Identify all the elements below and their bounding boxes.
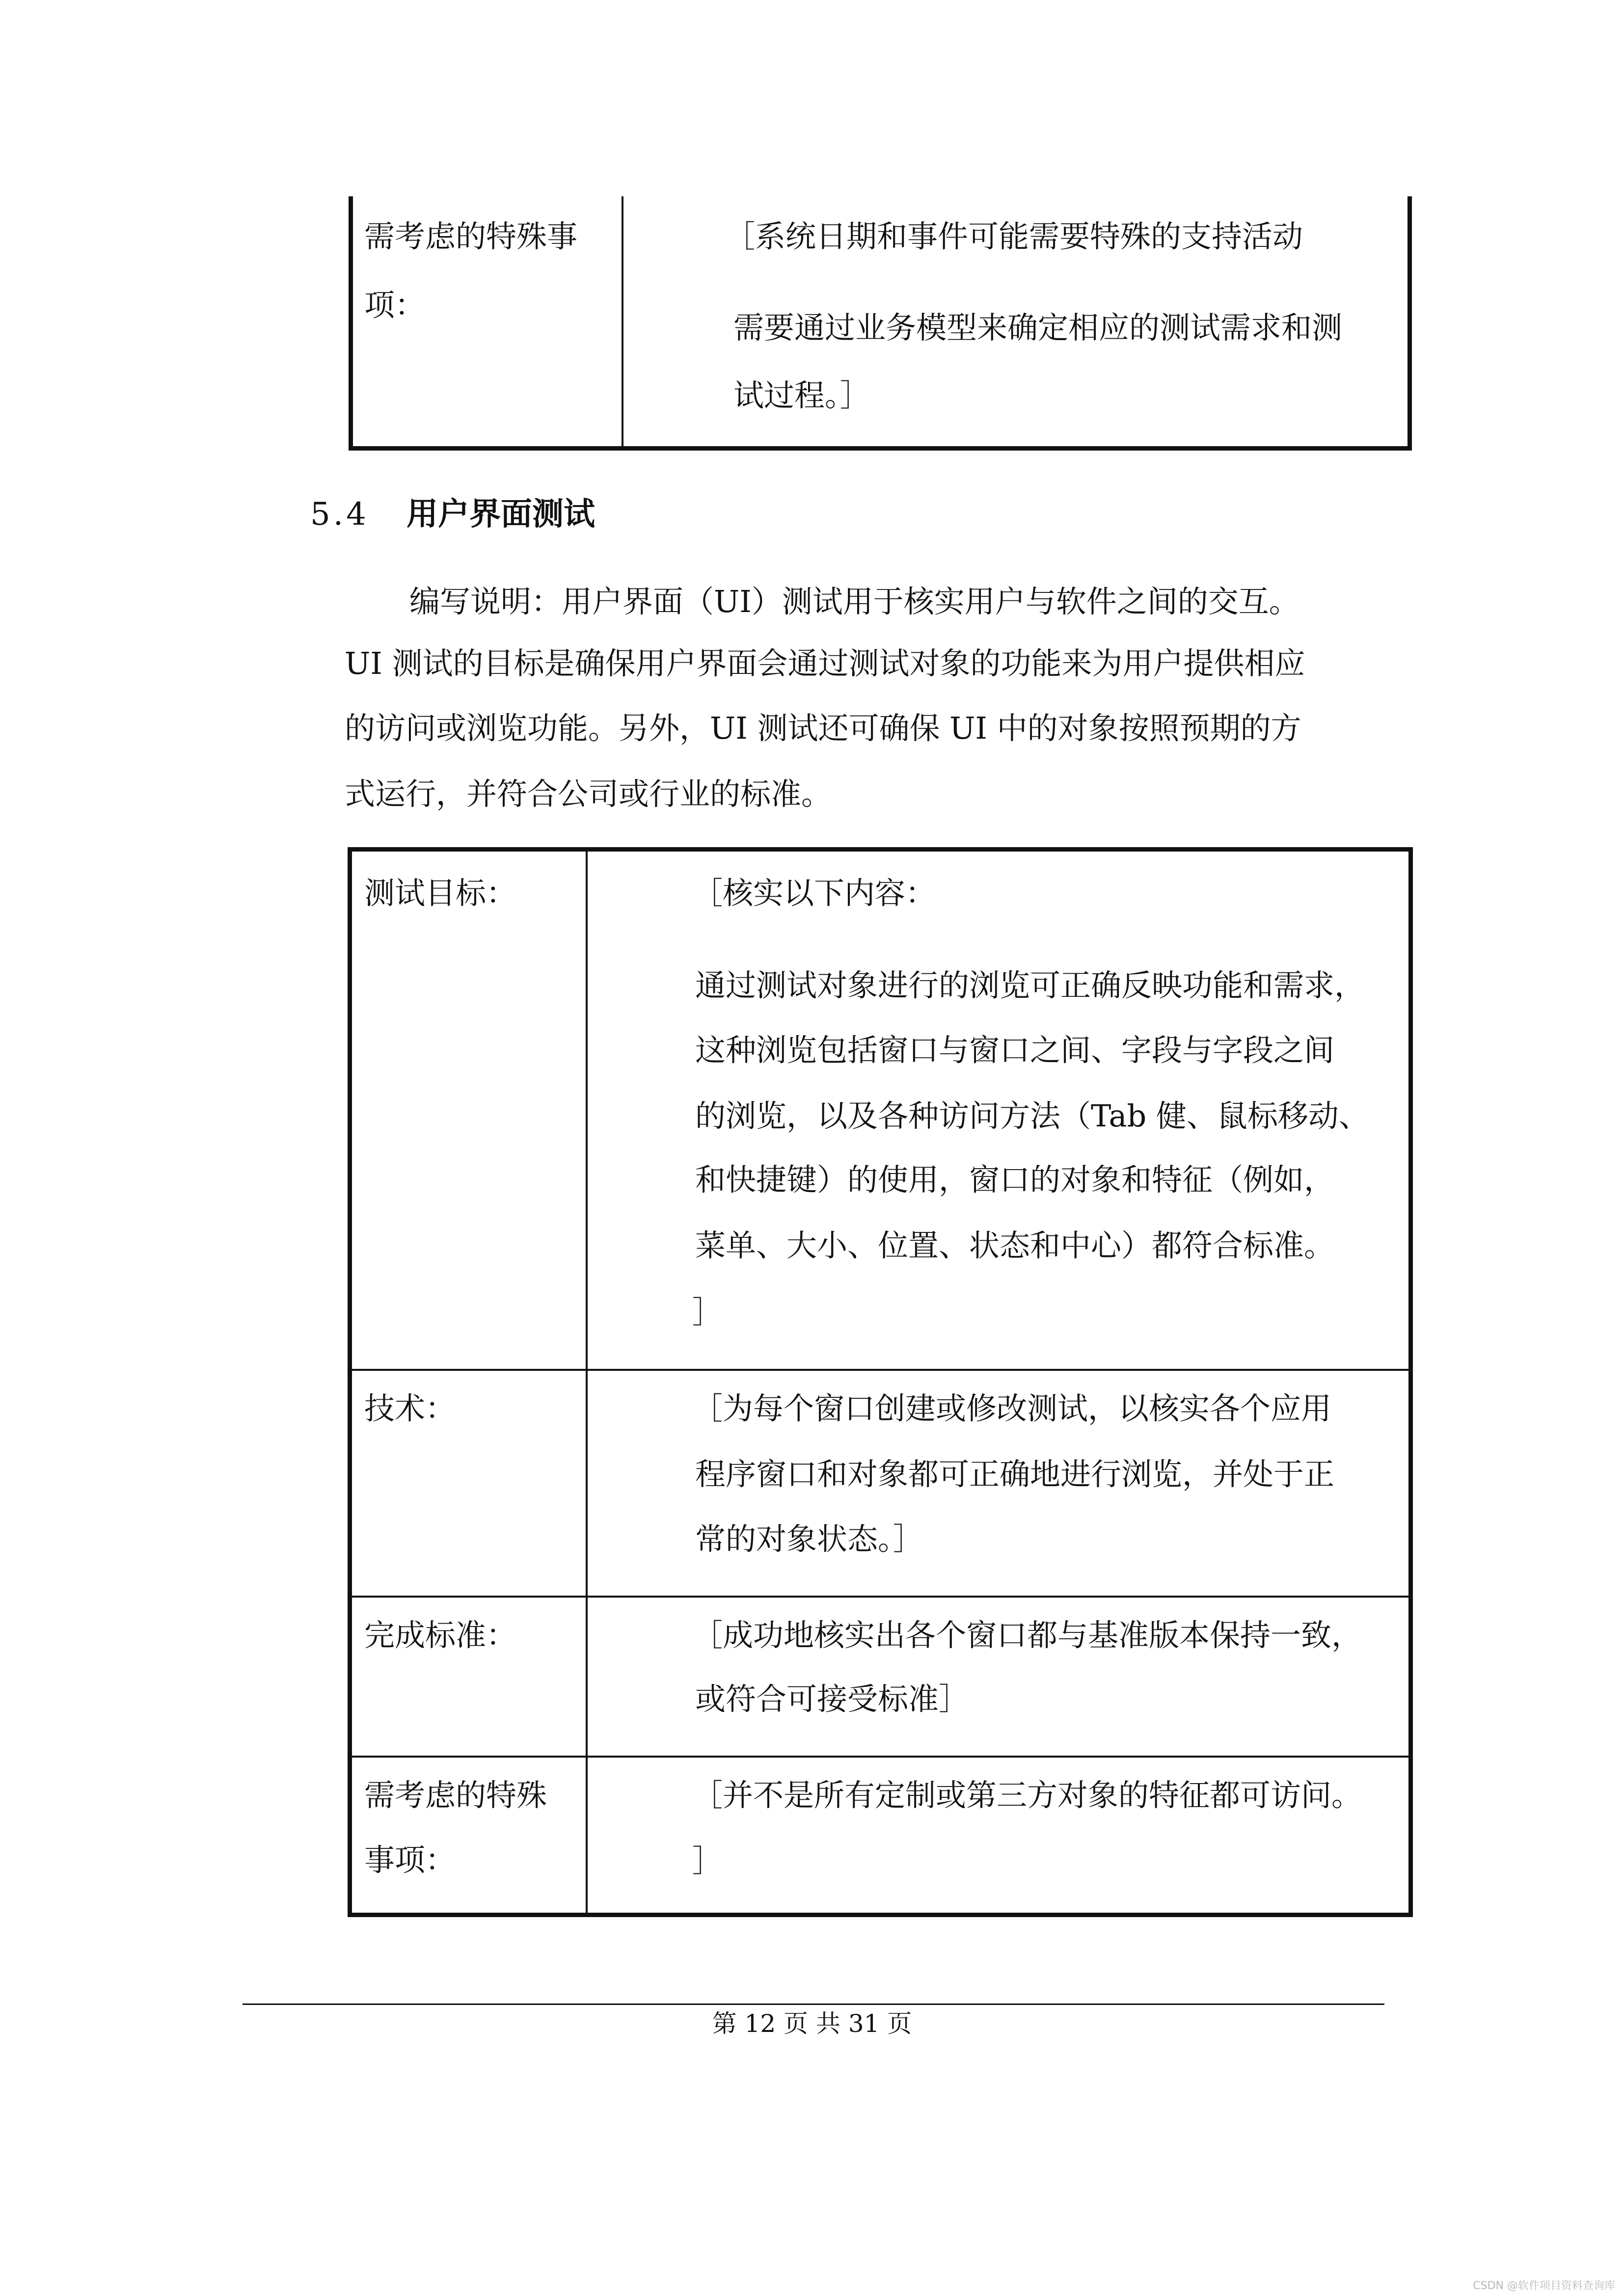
intro-line-1: 编写说明：用户界面（UI）测试用于核实用户与软件之间的交互。 [409,584,1299,619]
row-technique-label: 技术： [364,1390,456,1426]
row-objective-content-line-6: 菜单、大小、位置、状态和中心）都符合标准。 [695,1228,1335,1263]
row-objective-content-line-2: 通过测试对象进行的浏览可正确反映功能和需求， [695,967,1365,1003]
section-title: 用户界面测试 [406,496,595,533]
row-technique-content-line-2: 程序窗口和对象都可正确地进行浏览，并处于正 [695,1456,1335,1492]
table-row-divider [352,1369,1408,1371]
row-objective-content-line-1: ［核实以下内容： [692,875,936,911]
row-technique-content-line-3: 常的对象状态。］ [695,1521,924,1557]
row-objective-content-line-4: 的浏览，以及各种访问方法（Tab 健、鼠标移动、 [695,1098,1369,1134]
row-criteria-label: 完成标准： [364,1617,517,1653]
table-top-label-line-2: 项： [364,287,426,323]
row-objective-content-line-7: ］ [692,1294,723,1330]
footer-rule [243,2003,1384,2005]
row-objective-label: 测试目标： [364,875,517,911]
row-objective-content-line-3: 这种浏览包括窗口与窗口之间、字段与字段之间 [695,1032,1335,1068]
table-top-content-line-2: 需要通过业务模型来确定相应的测试需求和测 [733,310,1343,346]
table-row-divider [352,1596,1408,1598]
watermark: CSDN @软件项目资料查询库 [1473,2280,1615,2292]
ui-test-table [348,847,1413,1917]
table-column-divider [622,196,623,446]
section-number: 5.4 [310,496,369,533]
row-special-content-line-2: ］ [692,1843,723,1879]
table-row-divider [352,1756,1408,1758]
table-top-label-line-1: 需考虑的特殊事 [364,218,578,254]
row-special-label-line-2: 事项： [364,1842,456,1878]
intro-line-2: UI 测试的目标是确保用户界面会通过测试对象的功能来为用户提供相应 [345,645,1305,681]
row-special-label-line-1: 需考虑的特殊 [364,1777,547,1813]
row-criteria-content-line-2: 或符合可接受标准］ [695,1681,970,1717]
intro-line-4: 式运行，并符合公司或行业的标准。 [345,776,832,812]
row-technique-content-line-1: ［为每个窗口创建或修改测试，以核实各个应用 [692,1390,1332,1426]
intro-line-3: 的访问或浏览功能。另外，UI 测试还可确保 UI 中的对象按照预期的方 [345,710,1301,746]
row-criteria-content-line-1: ［成功地核实出各个窗口都与基准版本保持一致， [692,1617,1362,1653]
page-number: 第 12 页 共 31 页 [712,2009,912,2038]
table-column-divider [586,852,588,1913]
table-top-content-line-3: 试过程。］ [733,377,871,413]
table-top-content-line-1: ［系统日期和事件可能需要特殊的支持活动 [725,218,1303,254]
row-special-content-line-1: ［并不是所有定制或第三方对象的特征都可访问。 [692,1777,1362,1813]
row-objective-content-line-5: 和快捷键）的使用，窗口的对象和特征（例如， [695,1162,1335,1198]
